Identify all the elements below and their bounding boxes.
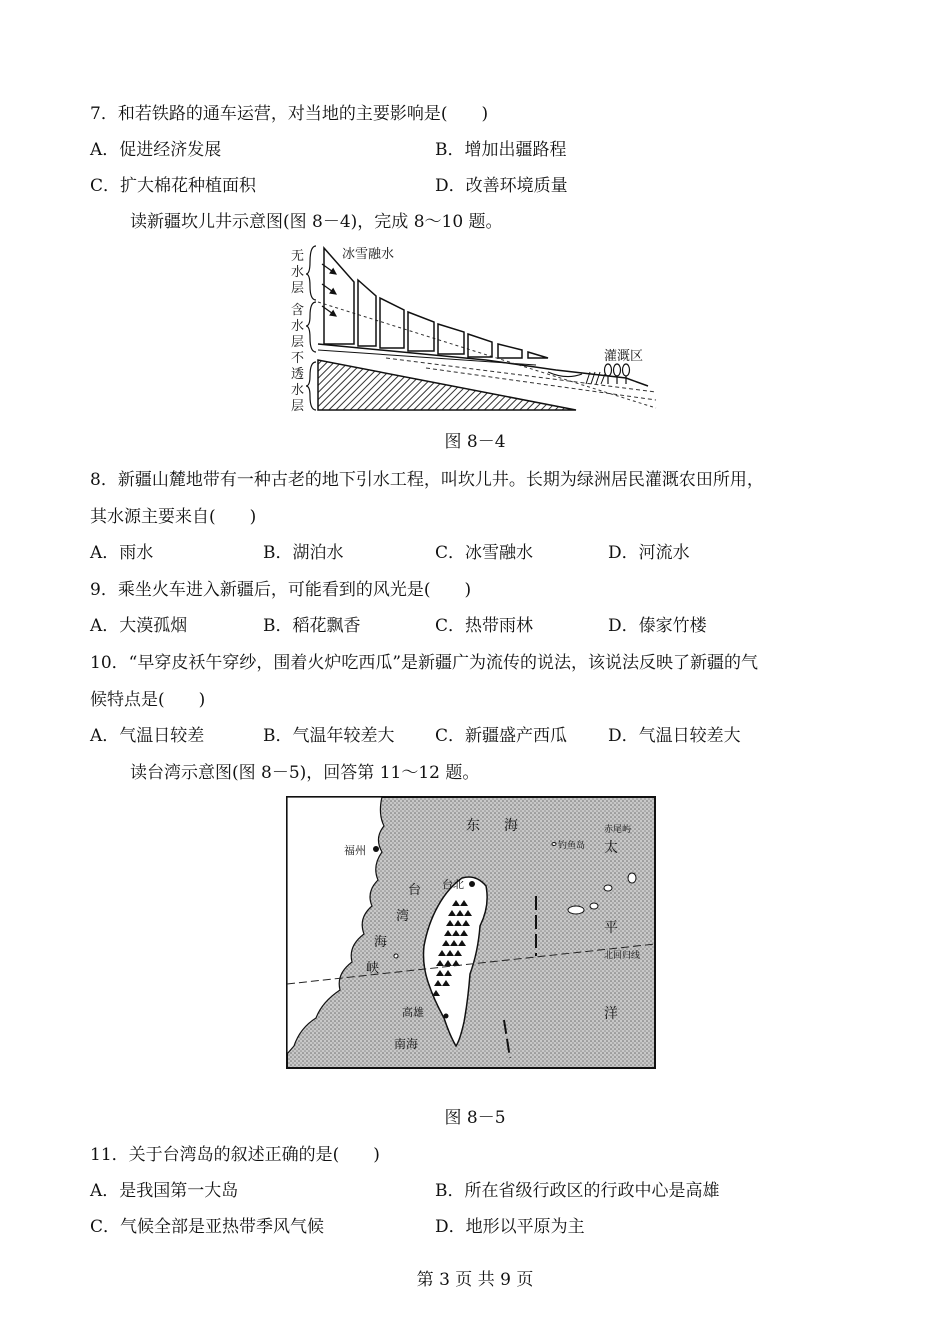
label-no-water-3: 层: [291, 281, 305, 296]
page-footer: 第 3 页 共 9 页: [416, 1270, 534, 1290]
label-pacific-1: 太: [604, 840, 618, 856]
q10-option-a[interactable]: A．气温日较差: [90, 726, 205, 746]
q7-options-row1: [90, 138, 890, 162]
q8-option-b[interactable]: B．湖泊水: [263, 543, 344, 563]
karez-shaft: [324, 248, 354, 344]
q11-option-c[interactable]: C．气候全部是亚热带季风气候: [90, 1217, 325, 1237]
q7-option-b[interactable]: B．增加出疆路程: [435, 140, 567, 160]
q11-options-row1: [90, 1179, 890, 1203]
fuzhou-dot: [373, 846, 379, 852]
label-pacific-3: 洋: [604, 1006, 618, 1022]
karez-shaft: [358, 280, 376, 346]
intro-8-10: 读新疆坎儿井示意图(图 8－4)，完成 8～10 题。: [130, 212, 503, 232]
intro-11-12: 读台湾示意图(图 8－5)，回答第 11～12 题。: [130, 763, 480, 783]
q9-option-b[interactable]: B．稻花飘香: [263, 616, 361, 636]
q11-options-row2: [90, 1215, 890, 1239]
q10-option-b[interactable]: B．气温年较差大: [263, 726, 395, 746]
label-east-sea-2: 海: [504, 818, 518, 834]
q11-option-b[interactable]: B．所在省级行政区的行政中心是高雄: [435, 1181, 720, 1201]
q8-option-c[interactable]: C．冰雪融水: [435, 543, 534, 563]
label-taipei: 台北: [442, 878, 464, 891]
q8-options: [90, 541, 890, 565]
label-impermeable-1: 不: [291, 351, 305, 366]
taipei-dot: [469, 881, 475, 887]
label-strait-4: 峡: [366, 961, 380, 976]
karez-shaft: [468, 334, 492, 357]
kaohsiung-dot: [444, 1014, 449, 1019]
q8-option-a[interactable]: A．雨水: [90, 543, 154, 563]
fig85-caption: 图 8－5: [444, 1108, 506, 1128]
label-no-water-1: 无: [291, 249, 305, 264]
q8-option-d[interactable]: D．河流水: [608, 543, 690, 563]
q7-stem: 7．和若铁路的通车运营，对当地的主要影响是( ): [90, 104, 489, 124]
q10-stem-line2: 候特点是( ): [90, 690, 206, 710]
label-aquifer-3: 层: [291, 335, 305, 350]
q9-option-d[interactable]: D．傣家竹楼: [608, 616, 707, 636]
q11-stem: 11．关于台湾岛的叙述正确的是( ): [90, 1145, 380, 1165]
q10-option-d[interactable]: D．气温日较差大: [608, 726, 741, 746]
label-strait-3: 海: [374, 935, 388, 950]
label-aquifer-1: 含: [291, 303, 305, 318]
label-south-sea: 南海: [394, 1037, 419, 1051]
q9-stem: 9．乘坐火车进入新疆后，可能看到的风光是( ): [90, 580, 472, 600]
q9-option-a[interactable]: A．大漠孤烟: [90, 616, 188, 636]
karez-shaft: [528, 352, 548, 358]
q10-stem-line1: 10．“早穿皮袄午穿纱，围着火炉吃西瓜”是新疆广为流传的说法，该说法反映了新疆的气: [90, 653, 759, 673]
label-no-water-2: 水: [291, 265, 305, 280]
q7-option-c[interactable]: C．扩大棉花种植面积: [90, 176, 257, 196]
q7-options-row2: [90, 174, 890, 198]
label-tropic: 北回归线: [604, 951, 641, 961]
label-snowmelt: 冰雪融水: [342, 247, 395, 262]
q10-option-c[interactable]: C．新疆盛产西瓜: [435, 726, 568, 746]
q7-option-d[interactable]: D．改善环境质量: [435, 176, 568, 196]
q11-option-a[interactable]: A．是我国第一大岛: [90, 1181, 239, 1201]
karez-shaft: [498, 344, 522, 358]
q10-options: [90, 724, 890, 748]
label-impermeable-4: 层: [291, 399, 305, 414]
q9-options: [90, 614, 890, 638]
q9-option-c[interactable]: C．热带雨林: [435, 616, 534, 636]
tree-icon: [605, 364, 630, 384]
q8-stem-line2: 其水源主要来自( ): [90, 507, 257, 527]
label-irrigation: 灌溉区: [604, 349, 644, 364]
taiwan-map: [286, 796, 656, 1069]
fig84-caption: 图 8－4: [444, 432, 506, 452]
karez-diagram: [286, 240, 660, 418]
q7-option-a[interactable]: A．促进经济发展: [90, 140, 222, 160]
label-diaoyu: 钓鱼岛: [558, 841, 586, 851]
label-strait-1: 台: [408, 883, 422, 898]
label-east-sea-1: 东: [466, 818, 480, 834]
karez-shaft: [438, 324, 464, 354]
label-kaohsiung: 高雄: [402, 1006, 424, 1019]
q8-stem-line1: 8．新疆山麓地带有一种古老的地下引水工程，叫坎儿井。长期为绿洲居民灌溉农田所用，: [90, 470, 764, 490]
label-strait-2: 湾: [396, 909, 410, 924]
label-chiwei: 赤尾屿: [604, 825, 632, 835]
label-aquifer-2: 水: [291, 319, 305, 334]
label-impermeable-3: 水: [291, 383, 305, 398]
q11-option-d[interactable]: D．地形以平原为主: [435, 1217, 585, 1237]
label-pacific-2: 平: [604, 920, 618, 936]
label-fuzhou: 福州: [344, 844, 366, 857]
label-impermeable-2: 透: [291, 367, 305, 382]
